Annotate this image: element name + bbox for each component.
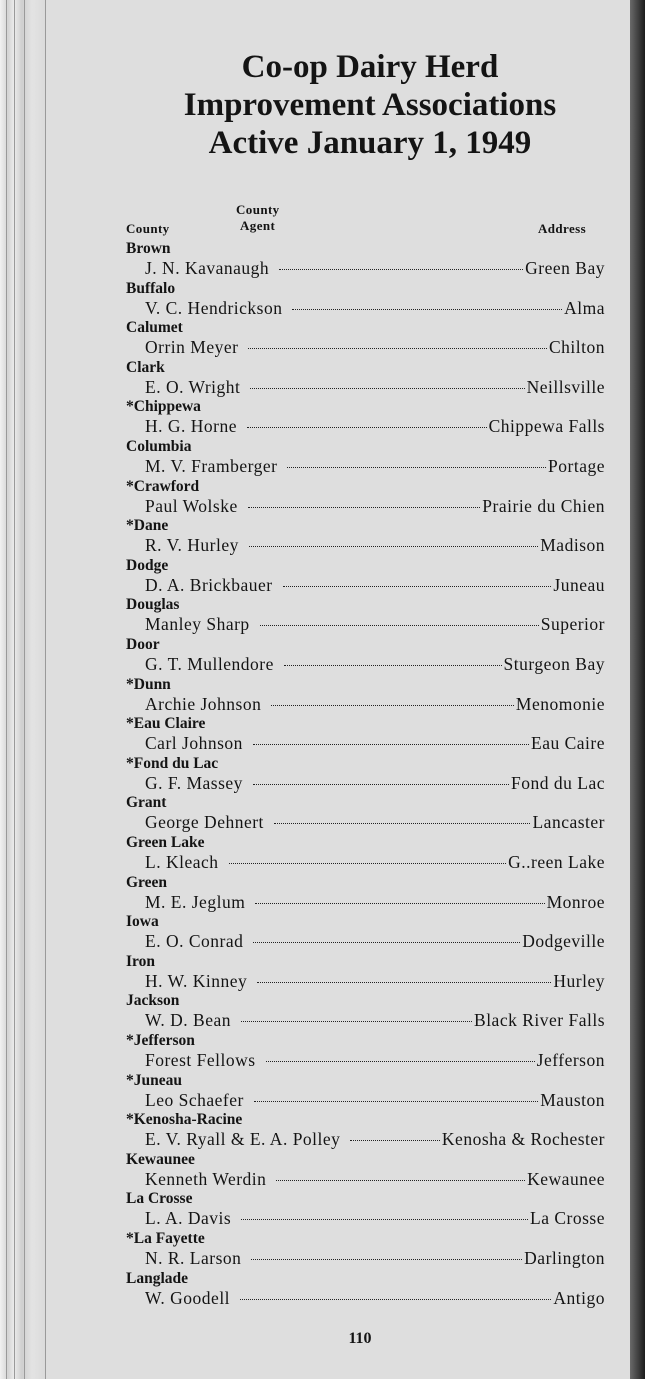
page-title (100, 48, 630, 162)
entry-row (145, 812, 605, 832)
entry-row (145, 694, 605, 714)
county-name: *Dunn (126, 675, 171, 693)
agent-name: Orrin Meyer (145, 337, 239, 358)
address-text: Green Bay (525, 258, 605, 278)
county-name: Green Lake (126, 834, 205, 851)
county-name: Kewaunee (126, 1150, 195, 1168)
county-name: Dodge (126, 556, 169, 574)
agent-column-header-line-2: Agent (240, 218, 276, 233)
dot-leader (266, 1061, 535, 1062)
dot-leader (253, 942, 520, 943)
entry-row (145, 535, 605, 555)
dot-leader (229, 863, 507, 864)
dot-leader (249, 546, 538, 547)
address-text: La Crosse (530, 1208, 605, 1229)
title-line-2: Improvement Associations (183, 87, 557, 123)
entry-row (145, 1010, 605, 1030)
address-text: Dodgeville (522, 931, 605, 952)
address-text: Antigo (553, 1287, 605, 1308)
agent-name: H. W. Kinney (145, 970, 248, 991)
county-name: Iron (126, 952, 156, 970)
agent-name: Carl Johnson (145, 733, 243, 754)
agent-name: N. R. Larson (145, 1248, 242, 1268)
dot-leader (253, 784, 509, 785)
dot-leader (255, 903, 544, 904)
dot-leader (251, 1259, 522, 1260)
county-name: Douglas (126, 596, 180, 614)
entry-row (145, 1248, 605, 1268)
address-column-header: Address (538, 221, 587, 236)
dot-leader (260, 625, 539, 626)
dot-leader (248, 348, 547, 349)
agent-name: W. D. Bean (145, 1010, 232, 1031)
agent-name: George Dehnert (145, 812, 264, 833)
agent-name: E. O. Conrad (145, 931, 244, 952)
address-text: Hurley (553, 970, 605, 991)
entry-row (145, 773, 605, 793)
address-text: Jefferson (536, 1050, 605, 1070)
agent-name: Leo Schaefer (145, 1089, 244, 1110)
dot-leader (241, 1021, 472, 1022)
dot-leader (250, 388, 524, 389)
dot-leader (292, 309, 562, 310)
address-text: Portage (548, 456, 605, 476)
agent-name: G. F. Massey (145, 772, 243, 793)
agent-name: H. G. Horne (145, 416, 238, 437)
page-number: 110 (348, 1330, 372, 1347)
entry-row (145, 931, 605, 951)
agent-name: G. T. Mullendore (145, 654, 274, 674)
dot-leader (284, 665, 502, 666)
county-name: *Kenosha-Racine (126, 1111, 243, 1129)
agent-name: M. V. Framberger (145, 456, 278, 476)
county-name: *Eau Claire (126, 715, 206, 733)
agent-name: Paul Wolske (145, 495, 238, 516)
dot-leader (248, 507, 481, 508)
page-edge-shadow (630, 0, 645, 1379)
entry-row (145, 1169, 605, 1189)
county-name: Iowa (126, 913, 159, 931)
county-name: Langlade (126, 1269, 189, 1287)
page-binding (0, 0, 46, 1379)
county-name: Brown (126, 240, 171, 257)
agent-name: W. Goodell (145, 1287, 231, 1308)
county-name: Buffalo (126, 279, 176, 297)
dot-leader (350, 1140, 440, 1141)
entry-row (145, 892, 605, 912)
dot-leader (254, 1101, 538, 1102)
county-name: Grant (126, 794, 167, 812)
entry-row (145, 456, 605, 476)
address-text: Prairie du Chien (482, 495, 605, 516)
agent-name: Manley Sharp (145, 614, 250, 635)
dot-leader (253, 744, 529, 745)
dot-leader (247, 427, 487, 428)
address-text: Kewaunee (527, 1168, 605, 1189)
dot-leader (276, 1180, 525, 1181)
entry-row (145, 377, 605, 397)
address-text: Juneau (553, 574, 605, 595)
address-text: Eau Caire (531, 733, 605, 754)
address-text: Chippewa Falls (488, 416, 605, 437)
entry-row (145, 1129, 605, 1149)
dot-leader (283, 586, 552, 587)
entry-row (145, 1208, 605, 1228)
entry-row (145, 733, 605, 753)
dot-leader (271, 705, 514, 706)
dot-leader (257, 982, 551, 983)
county-name: *La Fayette (126, 1230, 205, 1247)
county-name: Door (126, 636, 160, 653)
county-column-header: County (126, 221, 170, 236)
title-line-1: Co-op Dairy Herd (241, 49, 499, 85)
entry-row (145, 971, 605, 991)
entry-row (145, 258, 605, 278)
dot-leader (279, 269, 523, 270)
county-name: Columbia (126, 438, 192, 455)
address-text: Lancaster (532, 812, 605, 833)
county-name: Clark (126, 358, 165, 376)
entry-row (145, 1090, 605, 1110)
agent-name: D. A. Brickbauer (145, 574, 273, 595)
entry-row (145, 337, 605, 357)
agent-column-header-line-1: County (236, 202, 280, 217)
agent-name: Archie Johnson (145, 693, 262, 714)
county-name: Calumet (126, 319, 183, 337)
address-text: Sturgeon Bay (503, 654, 605, 674)
address-text: G..reen Lake (508, 852, 605, 872)
county-name: *Chippewa (126, 398, 201, 416)
address-text: Kenosha & Rochester (441, 1129, 605, 1150)
agent-name: J. N. Kavanaugh (145, 258, 270, 278)
entry-row (145, 1288, 605, 1308)
county-name: *Dane (126, 517, 169, 535)
county-name: *Juneau (126, 1071, 182, 1089)
agent-name: E. V. Ryall & E. A. Polley (145, 1129, 341, 1150)
agent-name: R. V. Hurley (145, 535, 239, 556)
agent-name: Kenneth Werdin (145, 1168, 267, 1189)
address-text: Fond du Lac (511, 772, 605, 793)
entry-row (145, 416, 605, 436)
address-text: Neillsville (526, 376, 605, 397)
county-name: La Crosse (126, 1190, 193, 1208)
entry-row (145, 1050, 605, 1070)
title-line-3: Active January 1, 1949 (208, 125, 532, 161)
dot-leader (240, 1299, 551, 1300)
agent-name: M. E. Jeglum (145, 891, 246, 912)
entry-row (145, 298, 605, 318)
dot-leader (274, 823, 531, 824)
agent-name: V. C. Hendrickson (145, 297, 283, 318)
agent-name: Forest Fellows (145, 1050, 256, 1070)
address-text: Chilton (548, 337, 605, 358)
address-text: Black River Falls (474, 1010, 605, 1031)
address-text: Alma (564, 297, 605, 318)
county-name: Green (126, 873, 168, 891)
entry-row (145, 614, 605, 634)
agent-name: E. O. Wright (145, 376, 241, 397)
county-name: *Fond du Lac (126, 754, 219, 772)
address-text: Madison (540, 535, 605, 556)
address-text: Monroe (546, 891, 605, 912)
agent-name: L. A. Davis (145, 1208, 232, 1229)
county-name: *Jefferson (126, 1032, 195, 1049)
entry-row (145, 496, 605, 516)
agent-name: L. Kleach (145, 852, 219, 872)
address-text: Menomonie (515, 693, 605, 714)
dot-leader (241, 1219, 528, 1220)
address-text: Mauston (540, 1089, 605, 1110)
address-text: Darlington (524, 1248, 605, 1268)
address-text: Superior (540, 614, 605, 635)
county-name: *Crawford (126, 477, 200, 495)
entry-row (145, 852, 605, 872)
entry-row (145, 654, 605, 674)
dot-leader (287, 467, 546, 468)
county-name: Jackson (126, 992, 180, 1010)
entry-row (145, 575, 605, 595)
